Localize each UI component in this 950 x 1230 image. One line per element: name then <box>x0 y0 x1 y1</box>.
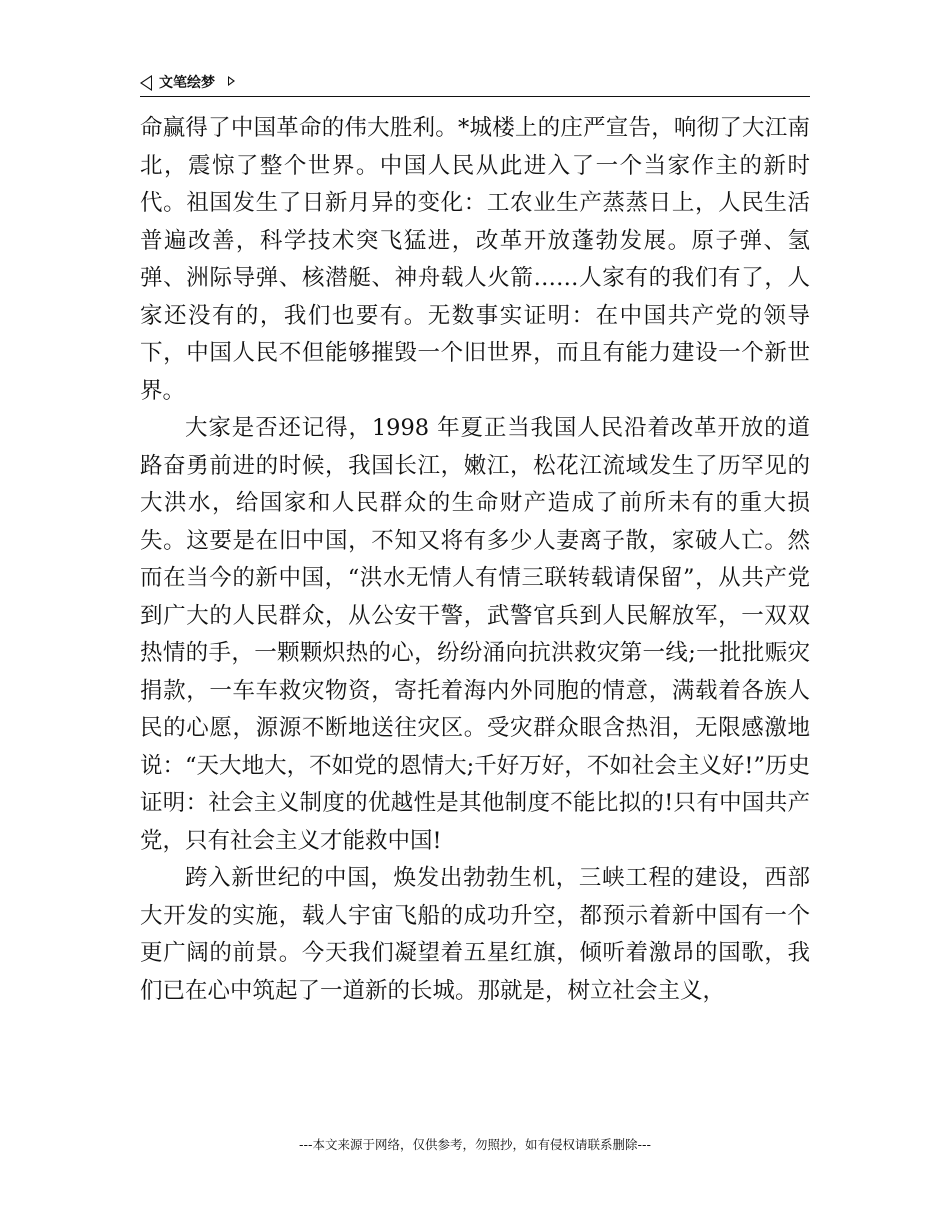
header-title: 文笔绘梦 <box>159 75 215 91</box>
triangle-right-outline-icon <box>228 76 235 86</box>
triangle-left-outline-icon <box>140 75 152 91</box>
paragraph-flood-1998: 大家是否还记得，1998 年夏正当我国人民沿着改革开放的道路奋勇前进的时候，我国长江，嫩江，松花江流域发生了历罕见的大洪水，给国家和人民群众的生命财产造成了前所未有的重大损失。这要是在旧中国，不知又将有多少人妻离子散，家破人亡。然而在当今的新中国，“洪水无情人有情三联转载请保留”，从共产党到广大的人民群众，从公安干警，武警官兵到人民解放军，一双双热情的手，一颗颗炽热的心，纷纷涌向抗洪救灾第一线;一批批赈灾捐款，一车车救灾物资，寄托着海内外同胞的情意，满载着各族人民的心愿，源源不断地送往灾区。受灾群众眼含热泪，无限感激地说：“天大地大，不如党的恩情大;千好万好，不如社会主义好!”历史证明：社会主义制度的优越性是其他制度不能比拟的!只有中国共产党，只有社会主义才能救中国! <box>140 415 810 854</box>
paragraph-new-century: 跨入新世纪的中国，焕发出勃勃生机，三峡工程的建设，西部大开发的实施，载人宇宙飞船的成功升空，都预示着新中国有一个更广阔的前景。今天我们凝望着五星红旗，倾听着激昂的国歌，我们已在心中筑起了一道新的长城。那就是，树立社会主义， <box>140 865 810 1004</box>
document-body <box>140 110 810 1010</box>
page-header <box>140 72 810 97</box>
paragraph-continued: 命赢得了中国革命的伟大胜利。*城楼上的庄严宣告，响彻了大江南北，震惊了整个世界。中国人民从此进入了一个当家作主的新时代。祖国发生了日新月异的变化：工农业生产蒸蒸日上，人民生活普遍改善，科学技术突飞猛进，改革开放蓬勃发展。原子弹、氢弹、洲际导弹、核潜艇、神舟载人火箭……人家有的我们有了，人家还没有的，我们也要有。无数事实证明：在中国共产党的领导下，中国人民不但能够摧毁一个旧世界，而且有能力建设一个新世界。 <box>140 115 810 404</box>
footer-notice: ---本文来源于网络，仅供参考，勿照抄，如有侵权请联系删除--- <box>298 1137 652 1152</box>
